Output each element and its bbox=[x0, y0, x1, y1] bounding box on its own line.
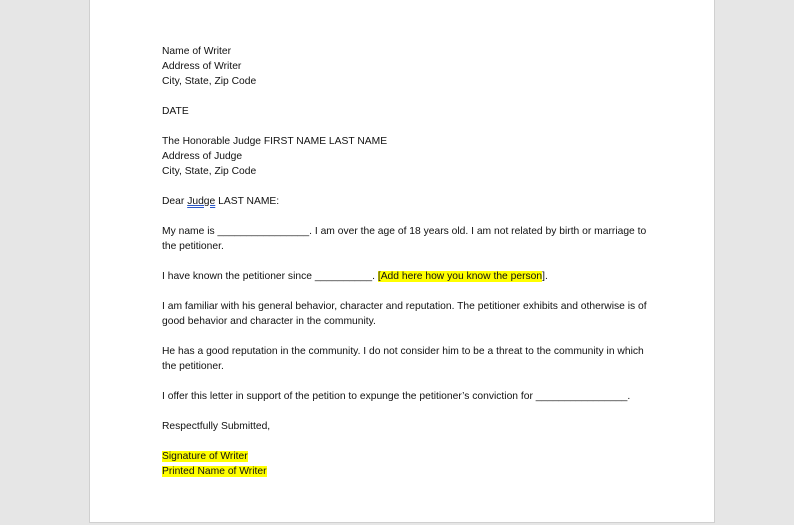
known-since-text: I have known the petitioner since __________. bbox=[162, 271, 378, 282]
paragraph-name: My name is ________________. I am over the age of 18 years old. I am not related by birth or marriage to the petitioner. bbox=[162, 226, 647, 252]
salutation-prefix: Dear bbox=[162, 196, 188, 207]
salutation bbox=[162, 194, 652, 209]
known-since-end: ]. bbox=[542, 271, 548, 282]
printed-name-line: Printed Name of Writer bbox=[162, 466, 267, 477]
paragraph-character: I am familiar with his general behavior, character and reputation. The petitioner exhibits and otherwise is of good behavior and character in the community. bbox=[162, 301, 647, 327]
letter-body bbox=[162, 44, 652, 479]
letter-date: DATE bbox=[162, 106, 189, 117]
recipient-city: City, State, Zip Code bbox=[162, 166, 257, 177]
paragraph-known-since bbox=[162, 269, 652, 284]
printed-name-block bbox=[162, 464, 652, 479]
recipient-block bbox=[162, 134, 652, 179]
closing: Respectfully Submitted, bbox=[162, 421, 271, 432]
document-page bbox=[89, 0, 715, 523]
recipient-name: The Honorable Judge FIRST NAME LAST NAME bbox=[162, 136, 388, 147]
sender-address: Address of Writer bbox=[162, 61, 242, 72]
sender-block bbox=[162, 44, 652, 89]
sender-city: City, State, Zip Code bbox=[162, 76, 257, 87]
recipient-address: Address of Judge bbox=[162, 151, 243, 162]
sender-name: Name of Writer bbox=[162, 46, 232, 57]
signature-line: Signature of Writer bbox=[162, 451, 248, 462]
paragraph-reputation: He has a good reputation in the community. I do not consider him to be a threat to the community in which the petitioner. bbox=[162, 346, 644, 372]
signature-block bbox=[162, 449, 652, 464]
paragraph-support: I offer this letter in support of the petition to expunge the petitioner’s conviction for ________________. bbox=[162, 391, 631, 402]
salutation-judge-word: Judge bbox=[187, 196, 216, 207]
known-how-highlight: [Add here how you know the person bbox=[377, 271, 543, 282]
salutation-suffix: LAST NAME: bbox=[215, 196, 280, 207]
